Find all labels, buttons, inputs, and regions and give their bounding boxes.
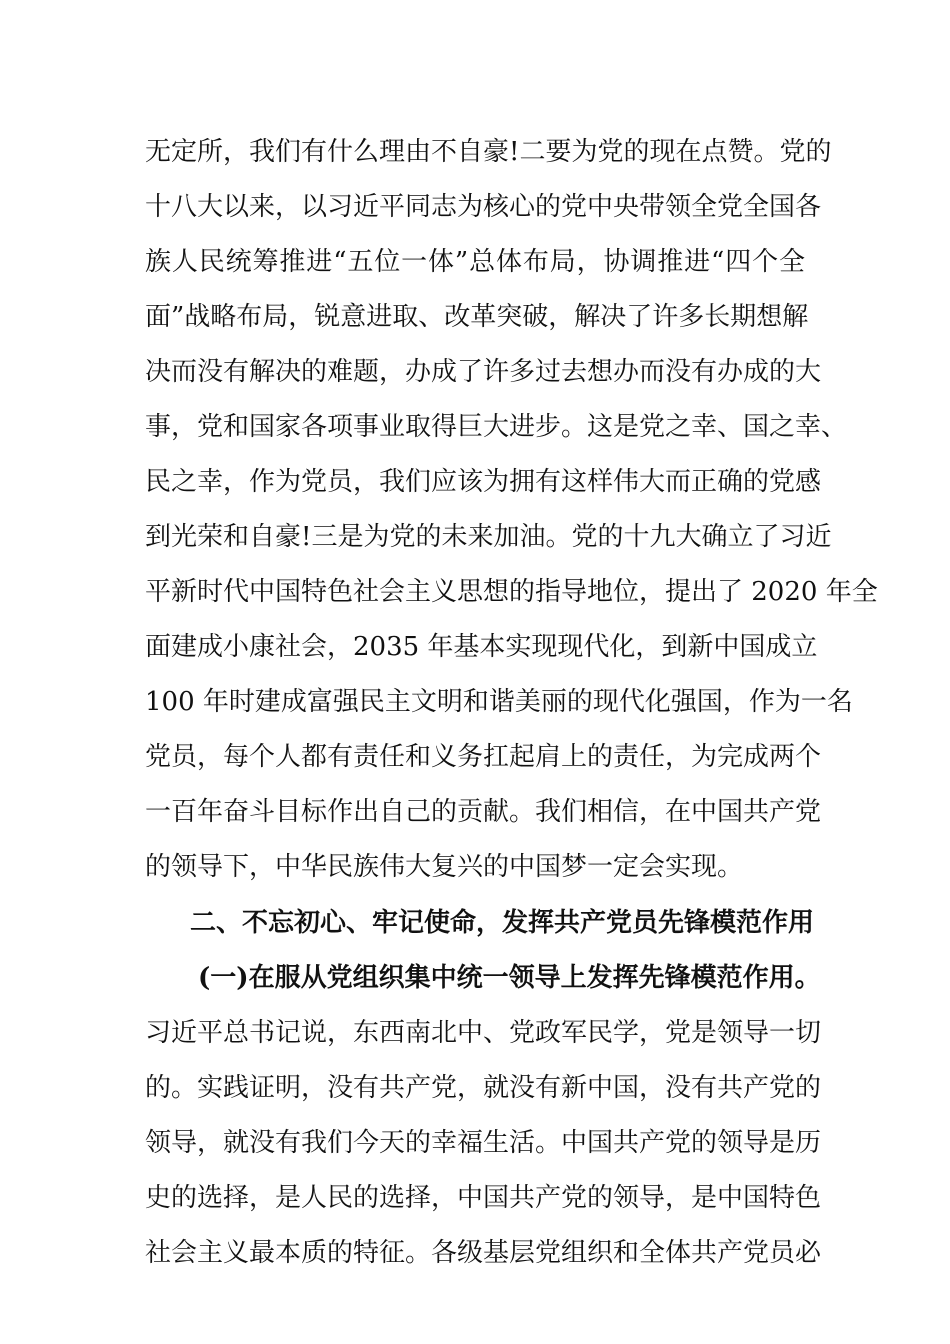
paragraph-1-line-1: 无定所，我们有什么理由不自豪!二要为党的现在点赞。党的 (145, 137, 832, 167)
paragraph-1-line-3: 族人民统筹推进“五位一体”总体布局，协调推进“四个全 (145, 247, 805, 277)
paragraph-1-line-12: 党员，每个人都有责任和义务扛起肩上的责任，为完成两个 (145, 742, 822, 772)
paragraph-1-line-9: 平新时代中国特色社会主义思想的指导地位，提出了 2020 年全 (145, 577, 878, 607)
paragraph-2-line-4: 史的选择，是人民的选择，中国共产党的领导，是中国特色 (145, 1183, 822, 1213)
paragraph-2-line-1: 习近平总书记说，东西南北中、党政军民学，党是领导一切 (145, 1018, 822, 1048)
paragraph-1-line-14: 的领导下，中华民族伟大复兴的中国梦一定会实现。 (145, 852, 744, 882)
paragraph-1-line-7: 民之幸，作为党员，我们应该为拥有这样伟大而正确的党感 (145, 467, 822, 497)
paragraph-1-line-5: 决而没有解决的难题，办成了许多过去想办而没有办成的大 (145, 357, 822, 387)
section-heading: 二、不忘初心、牢记使命，发挥共产党员先锋模范作用 (190, 908, 815, 938)
paragraph-1-line-6: 事，党和国家各项事业取得巨大进步。这是党之幸、国之幸、 (145, 412, 848, 442)
paragraph-2-line-2: 的。实践证明，没有共产党，就没有新中国，没有共产党的 (145, 1073, 822, 1103)
paragraph-1-line-13: 一百年奋斗目标作出自己的贡献。我们相信，在中国共产党 (145, 797, 822, 827)
paragraph-1-line-10: 面建成小康社会，2035 年基本实现现代化，到新中国成立 (145, 632, 818, 662)
paragraph-1-line-8: 到光荣和自豪!三是为党的未来加油。党的十九大确立了习近 (145, 522, 832, 552)
paragraph-2-line-5: 社会主义最本质的特征。各级基层党组织和全体共产党员必 (145, 1238, 822, 1268)
paragraph-1-line-4: 面”战略布局，锐意进取、改革突破，解决了许多长期想解 (145, 302, 809, 332)
paragraph-1-line-11: 100 年时建成富强民主文明和谐美丽的现代化强国，作为一名 (145, 687, 853, 717)
subsection-heading: (一)在服从党组织集中统一领导上发挥先锋模范作用。 (198, 963, 821, 993)
paragraph-2-line-3: 领导，就没有我们今天的幸福生活。中国共产党的领导是历 (145, 1128, 822, 1158)
paragraph-1-line-2: 十八大以来，以习近平同志为核心的党中央带领全党全国各 (145, 192, 822, 222)
